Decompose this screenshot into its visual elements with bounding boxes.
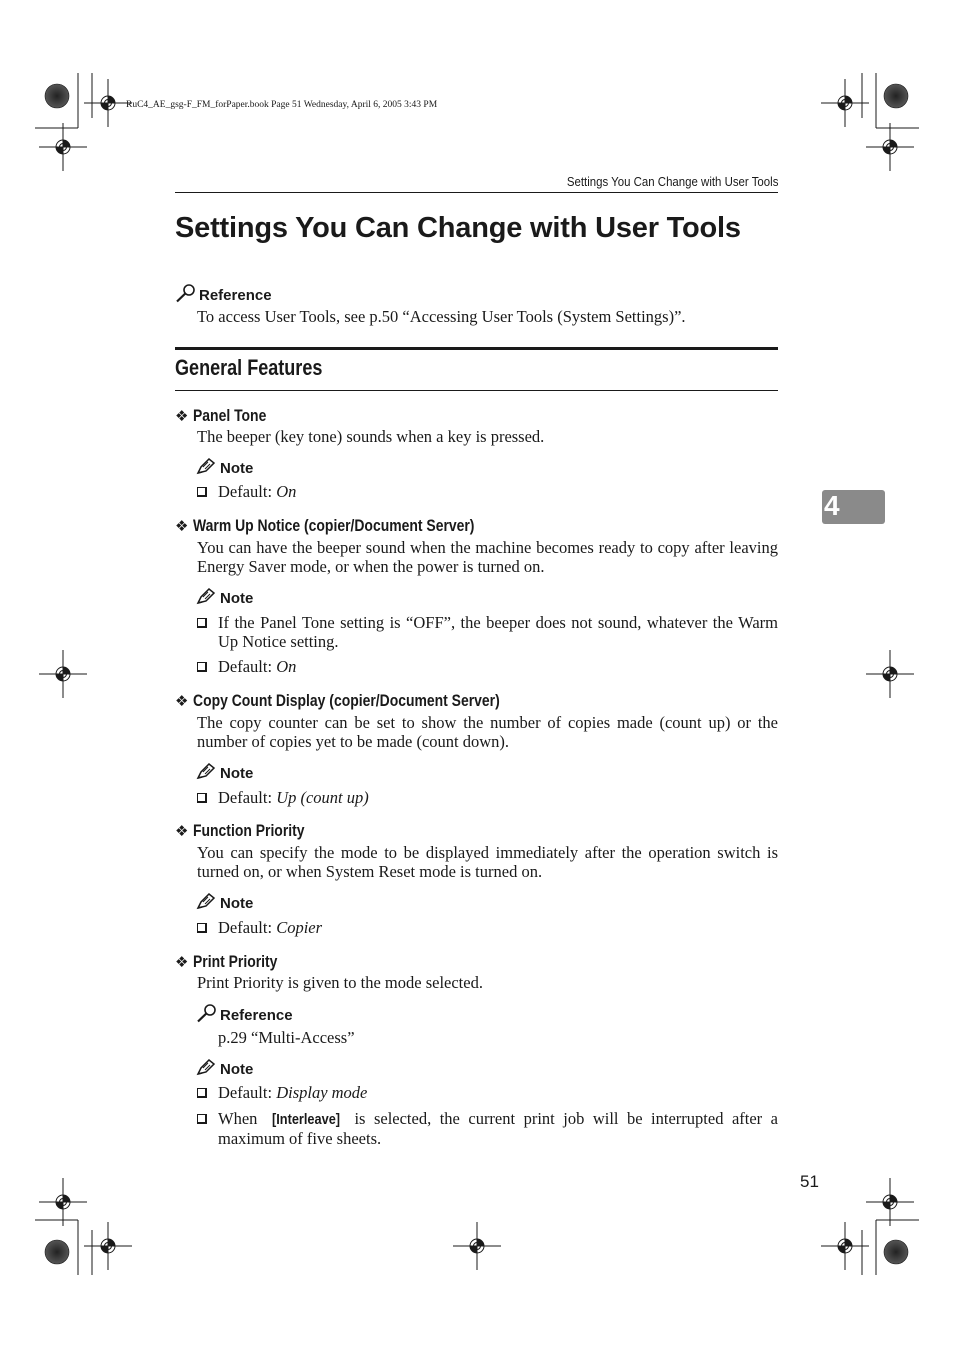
item-description: The copy counter can be set to show the number of copies made (count up) or the number of copies yet to be made (count down). (197, 713, 778, 751)
page-number: 51 (800, 1172, 819, 1191)
note-label: Note (220, 765, 254, 782)
note-label: Note (220, 895, 254, 912)
reference-label: Reference (220, 1007, 293, 1024)
print-info-line: RuC4_AE_gsg-F_FM_forPaper.book Page 51 Wednesday, April 6, 2005 3:43 PM (126, 100, 438, 110)
note-bullet: Default: Display mode (197, 1083, 778, 1102)
four-diamond-icon: ❖ (175, 693, 189, 710)
note-bullet: Default: Copier (197, 918, 778, 937)
note-bullet: Default: Up (count up) (197, 788, 778, 807)
reference-text: p.29 “Multi-Access” (218, 1028, 355, 1047)
running-header: Settings You Can Change with User Tools (566, 174, 778, 189)
four-diamond-icon: ❖ (175, 518, 189, 535)
note-bullet: Default: On (197, 482, 778, 501)
item-heading: ❖ Print Priority (175, 952, 278, 971)
note-bullet: Default: On (197, 657, 778, 676)
note-label: Note (220, 1061, 254, 1078)
note-bullet: If the Panel Tone setting is “OFF”, the beeper does not sound, whatever the Warm Up Notice setting. (197, 613, 778, 632)
section-title: General Features (175, 355, 323, 380)
page-title: Settings You Can Change with User Tools (175, 212, 741, 244)
item-heading: ❖ Panel Tone (175, 406, 267, 425)
item-description: The beeper (key tone) sounds when a key is pressed. (197, 427, 545, 446)
reference-label: Reference (199, 287, 272, 304)
four-diamond-icon: ❖ (175, 408, 189, 425)
four-diamond-icon: ❖ (175, 823, 189, 840)
note-bullet: When [Interleave] is selected, the current print job will be interrupted after a maximum of five sheets. (197, 1109, 778, 1128)
item-heading: ❖ Warm Up Notice (copier/Document Server) (175, 516, 475, 535)
item-description: Print Priority is given to the mode selected. (197, 973, 483, 992)
item-description: You can specify the mode to be displayed immediately after the operation switch is turned on, or when System Reset mode is turned on. (197, 843, 778, 881)
four-diamond-icon: ❖ (175, 954, 189, 971)
note-label: Note (220, 460, 254, 477)
note-label: Note (220, 590, 254, 607)
item-description: You can have the beeper sound when the machine becomes ready to copy after leaving Energy Saver mode, or when the power is turned on. (197, 538, 778, 576)
chapter-tab-number: 4 (824, 490, 840, 521)
interleave-key: [Interleave] (271, 1111, 340, 1128)
item-heading: ❖ Function Priority (175, 821, 305, 840)
item-heading: ❖ Copy Count Display (copier/Document Server) (175, 691, 500, 710)
reference-text: To access User Tools, see p.50 “Accessing User Tools (System Settings)”. (197, 307, 686, 326)
